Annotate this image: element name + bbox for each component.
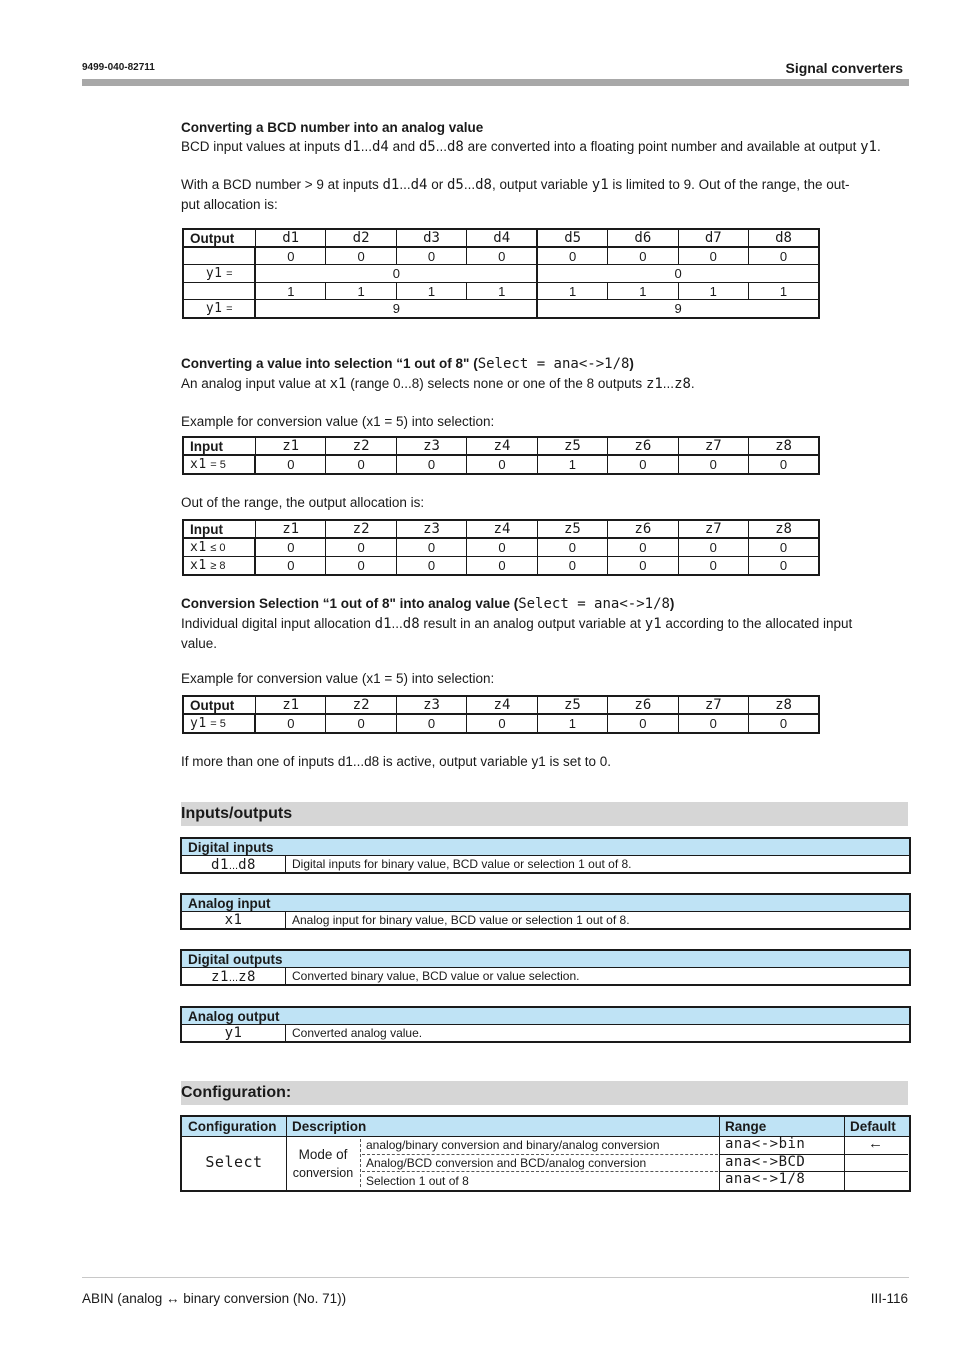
column-z8: z8	[749, 437, 819, 455]
signal-d1: d1	[374, 616, 392, 632]
bcd-paragraph-1	[181, 137, 901, 157]
text: , output variable	[491, 177, 592, 192]
cell: 0	[255, 455, 325, 474]
option-text-2: Analog/BCD conversion and BCD/analog conversion	[366, 1156, 647, 1170]
io-row	[182, 1025, 909, 1041]
cell: 0	[537, 265, 819, 283]
cell: 0	[467, 557, 537, 576]
column-d3: d3	[396, 229, 466, 247]
cell: 0	[678, 557, 748, 576]
section-title: Signal converters	[785, 60, 903, 76]
cell: 0	[749, 538, 819, 557]
io-description: Converted binary value, BCD value or value selection.	[292, 969, 580, 983]
col-range: Range	[725, 1119, 767, 1134]
signal-d5: d5	[418, 139, 436, 155]
range-separator: ...	[228, 860, 239, 872]
column-z5: z5	[537, 696, 607, 714]
col-description: Description	[292, 1119, 367, 1134]
text: put allocation is:	[181, 197, 278, 212]
header-bar	[82, 79, 909, 86]
cell: 0	[678, 538, 748, 557]
cell: 0	[396, 247, 466, 265]
io-description: Analog input for binary value, BCD value or selection 1 out of 8.	[292, 913, 630, 927]
cell: 9	[537, 300, 819, 319]
text: and	[388, 139, 419, 154]
analog-output-box	[180, 1006, 911, 1043]
column-z3: z3	[396, 520, 466, 538]
signal-d1: d1	[211, 857, 229, 873]
cell: 0	[749, 714, 819, 733]
cell: 0	[608, 247, 678, 265]
cell: 0	[255, 247, 325, 265]
cell: 0	[396, 538, 466, 557]
text: ...	[463, 177, 476, 192]
text: conversion	[292, 1166, 354, 1180]
selection-table-1	[182, 436, 820, 475]
bcd-section	[181, 118, 901, 214]
cell: 1	[326, 283, 396, 300]
bcd-title: Converting a BCD number into an analog value	[181, 120, 484, 135]
column-z2: z2	[326, 696, 396, 714]
signal-d4: d4	[371, 139, 389, 155]
text: ...	[399, 177, 411, 192]
text: ...	[662, 376, 675, 391]
cell: 0	[678, 247, 748, 265]
column-d2: d2	[326, 229, 396, 247]
io-description: Converted analog value.	[292, 1026, 423, 1040]
row-label	[183, 714, 255, 733]
analog-input-heading: Analog input	[182, 895, 909, 912]
signal-y1: y1	[205, 266, 223, 281]
signal-d8: d8	[475, 177, 492, 193]
cell: 0	[255, 265, 537, 283]
row-label	[183, 300, 255, 319]
cell: 0	[678, 714, 748, 733]
option-text-3: Selection 1 out of 8	[366, 1174, 469, 1188]
cell: 1	[749, 283, 819, 300]
equals: = 5	[210, 459, 226, 471]
configuration-table	[180, 1115, 911, 1192]
column-z7: z7	[678, 520, 748, 538]
text: are converted into a floating point number and available at output	[463, 139, 861, 154]
signal-d8: d8	[446, 139, 464, 155]
text: With a BCD number > 9 at inputs	[181, 177, 383, 192]
document-number: 9499-040-82711	[82, 62, 155, 73]
signal-z1: z1	[211, 969, 229, 985]
cell: 0	[467, 455, 537, 474]
column-z2: z2	[326, 520, 396, 538]
cell: 1	[537, 714, 607, 733]
analog-input-box	[180, 893, 911, 930]
column-z5: z5	[537, 437, 607, 455]
table-row	[183, 283, 819, 300]
dashed-divider	[362, 1171, 718, 1172]
conversion-title	[181, 594, 901, 614]
signal-y1: y1	[860, 139, 877, 155]
cell: 0	[326, 557, 396, 576]
table-row	[183, 538, 819, 557]
signal-y1: y1	[644, 616, 662, 632]
text: ...	[360, 139, 372, 154]
signal-x1: x1	[329, 376, 347, 392]
column-z1: z1	[255, 520, 325, 538]
configuration-heading: Configuration:	[181, 1081, 908, 1105]
signal-z8: z8	[674, 376, 691, 392]
text: value.	[181, 636, 218, 651]
cell: 1	[678, 283, 748, 300]
cell: 0	[678, 455, 748, 474]
signal-y1: y1	[182, 1025, 286, 1041]
inputs-outputs-heading: Inputs/outputs	[181, 802, 908, 826]
equals: =	[226, 268, 233, 280]
table-row	[183, 455, 819, 474]
row-label	[183, 455, 255, 474]
column-d7: d7	[678, 229, 748, 247]
row-label	[183, 538, 255, 557]
text: ...	[435, 139, 447, 154]
signal-d8: d8	[402, 616, 420, 632]
column-z8: z8	[749, 520, 819, 538]
selection-section	[181, 354, 901, 431]
bcd-table	[182, 228, 820, 319]
text: Converting a value into selection “1 out of 8" (	[181, 356, 478, 371]
column-z6: z6	[608, 520, 678, 538]
default-arrow-icon: ←	[868, 1135, 883, 1152]
selection-example: Example for conversion value (x1 = 5) into selection:	[181, 414, 495, 429]
equals: =	[226, 303, 233, 315]
cell: 1	[396, 283, 466, 300]
table-header-output: Output	[183, 229, 255, 247]
column-z5: z5	[537, 520, 607, 538]
conversion-example: Example for conversion value (x1 = 5) into selection:	[181, 671, 495, 686]
cell: 1	[537, 283, 607, 300]
signal-x1: x1	[190, 457, 207, 472]
signal-x1: x1	[182, 912, 286, 928]
cell: 0	[467, 247, 537, 265]
signal-d4: d4	[410, 177, 428, 193]
column-d8: d8	[749, 229, 819, 247]
param-select: Select	[205, 1153, 263, 1171]
cell: 0	[255, 557, 325, 576]
option-range-1: ana<->bin	[725, 1136, 806, 1152]
column-z7: z7	[678, 437, 748, 455]
io-signal	[182, 856, 286, 872]
configuration-table-header	[182, 1117, 909, 1137]
text: Mode of	[298, 1147, 348, 1162]
signal-d8: d8	[238, 857, 256, 873]
cell: 1	[608, 283, 678, 300]
cell: 0	[326, 714, 396, 733]
text: )	[669, 596, 675, 611]
digital-outputs-heading: Digital outputs	[182, 951, 909, 968]
cell: 0	[255, 714, 325, 733]
cell: 0	[537, 557, 607, 576]
column-z1: z1	[255, 437, 325, 455]
signal-z8: z8	[238, 969, 256, 985]
table-header-input: Input	[183, 437, 255, 455]
condition: ≥ 8	[210, 560, 226, 572]
column-z1: z1	[255, 696, 325, 714]
signal-x1: x1	[190, 540, 207, 555]
cell: 0	[608, 557, 678, 576]
row-label	[183, 557, 255, 576]
footer-divider	[82, 1277, 909, 1278]
text: ...	[391, 616, 403, 631]
column-d1: d1	[255, 229, 325, 247]
text: )	[629, 356, 634, 371]
text: .	[690, 376, 695, 391]
page-number: III-116	[870, 1291, 908, 1306]
table-row	[183, 557, 819, 576]
cell: 0	[749, 557, 819, 576]
cell: 0	[608, 714, 678, 733]
text: BCD input values at inputs	[181, 139, 344, 154]
column-z4: z4	[467, 437, 537, 455]
table-row	[183, 714, 819, 733]
cell: 0	[537, 247, 607, 265]
option-range-2: ana<->BCD	[725, 1154, 806, 1170]
text: An analog input value at	[181, 376, 330, 391]
column-z7: z7	[678, 696, 748, 714]
signal-y1: y1	[591, 177, 609, 193]
cell: 0	[749, 455, 819, 474]
signal-d1: d1	[343, 139, 361, 155]
cell: 0	[467, 538, 537, 557]
select-mode: Select = ana<->1/8	[477, 356, 630, 372]
cell: 9	[255, 300, 537, 319]
range-separator: ...	[228, 972, 239, 984]
cell: 0	[255, 538, 325, 557]
cell: 0	[396, 557, 466, 576]
digital-inputs-box	[180, 837, 911, 874]
condition: ≤ 0	[210, 542, 226, 554]
text: or	[427, 177, 447, 192]
col-configuration: Configuration	[188, 1119, 277, 1134]
signal-y1: y1	[190, 716, 207, 731]
conversion-paragraph	[181, 614, 901, 653]
text: according to the allocated input	[661, 616, 853, 631]
signal-d5: d5	[446, 177, 464, 193]
conversion-section	[181, 594, 901, 688]
text: Individual digital input allocation	[181, 616, 375, 631]
footer-title: ABIN (analog ↔ binary conversion (No. 71))	[82, 1291, 347, 1306]
column-z6: z6	[608, 696, 678, 714]
cell: 0	[326, 538, 396, 557]
column-z4: z4	[467, 520, 537, 538]
column-z4: z4	[467, 696, 537, 714]
text: Conversion Selection “1 out of 8" into analog value (	[181, 596, 519, 611]
column-z3: z3	[396, 696, 466, 714]
cell: 0	[326, 247, 396, 265]
cell: 0	[537, 538, 607, 557]
select-mode: Select = ana<->1/8	[518, 596, 670, 612]
analog-output-heading: Analog output	[182, 1008, 909, 1025]
text: .	[876, 139, 881, 154]
digital-outputs-box	[180, 949, 911, 986]
cell: 1	[467, 283, 537, 300]
io-signal	[182, 968, 286, 984]
signal-y1: y1	[205, 301, 223, 316]
option-range-3: ana<->1/8	[725, 1171, 806, 1187]
table-row	[183, 265, 819, 283]
cell: 1	[537, 455, 607, 474]
selection-table-2	[182, 519, 820, 576]
cell: 0	[608, 538, 678, 557]
cell: 1	[255, 283, 325, 300]
signal-z1: z1	[645, 376, 663, 392]
column-z6: z6	[608, 437, 678, 455]
table-header-input: Input	[183, 520, 255, 538]
column-z8: z8	[749, 696, 819, 714]
io-row	[182, 912, 909, 928]
io-description: Digital inputs for binary value, BCD value or selection 1 out of 8.	[292, 857, 632, 871]
table-header-output: Output	[183, 696, 255, 714]
selection-paragraph	[181, 374, 901, 394]
table-row	[183, 300, 819, 319]
equals: = 5	[210, 718, 226, 730]
cell: 0	[396, 455, 466, 474]
selection-title	[181, 354, 901, 374]
col-default: Default	[850, 1119, 896, 1134]
signal-d1: d1	[382, 177, 400, 193]
out-of-range-text: Out of the range, the output allocation is:	[181, 495, 425, 510]
io-row	[182, 968, 909, 984]
column-d4: d4	[467, 229, 537, 247]
divider	[360, 1139, 362, 1187]
bcd-paragraph-2	[181, 175, 901, 214]
column-z2: z2	[326, 437, 396, 455]
column-d5: d5	[537, 229, 607, 247]
column-d6: d6	[608, 229, 678, 247]
row-label	[183, 265, 255, 283]
cell: 0	[467, 714, 537, 733]
conversion-note: If more than one of inputs d1...d8 is active, output variable y1 is set to 0.	[181, 754, 611, 769]
table-row	[183, 247, 819, 265]
text: is limited to 9. Out of the range, the out-	[608, 177, 850, 192]
signal-x1: x1	[190, 558, 207, 573]
cell: 0	[326, 455, 396, 474]
cell: 0	[749, 247, 819, 265]
text: result in an analog output variable at	[419, 616, 645, 631]
cell: 0	[608, 455, 678, 474]
digital-inputs-heading: Digital inputs	[182, 839, 909, 856]
param-description	[286, 1145, 360, 1183]
column-z3: z3	[396, 437, 466, 455]
cell: 0	[396, 714, 466, 733]
io-row	[182, 856, 909, 872]
conversion-table	[182, 695, 820, 734]
option-text-1: analog/binary conversion and binary/analog conversion	[366, 1138, 660, 1152]
text: (range 0...8) selects none or one of the 8 outputs	[346, 376, 646, 391]
